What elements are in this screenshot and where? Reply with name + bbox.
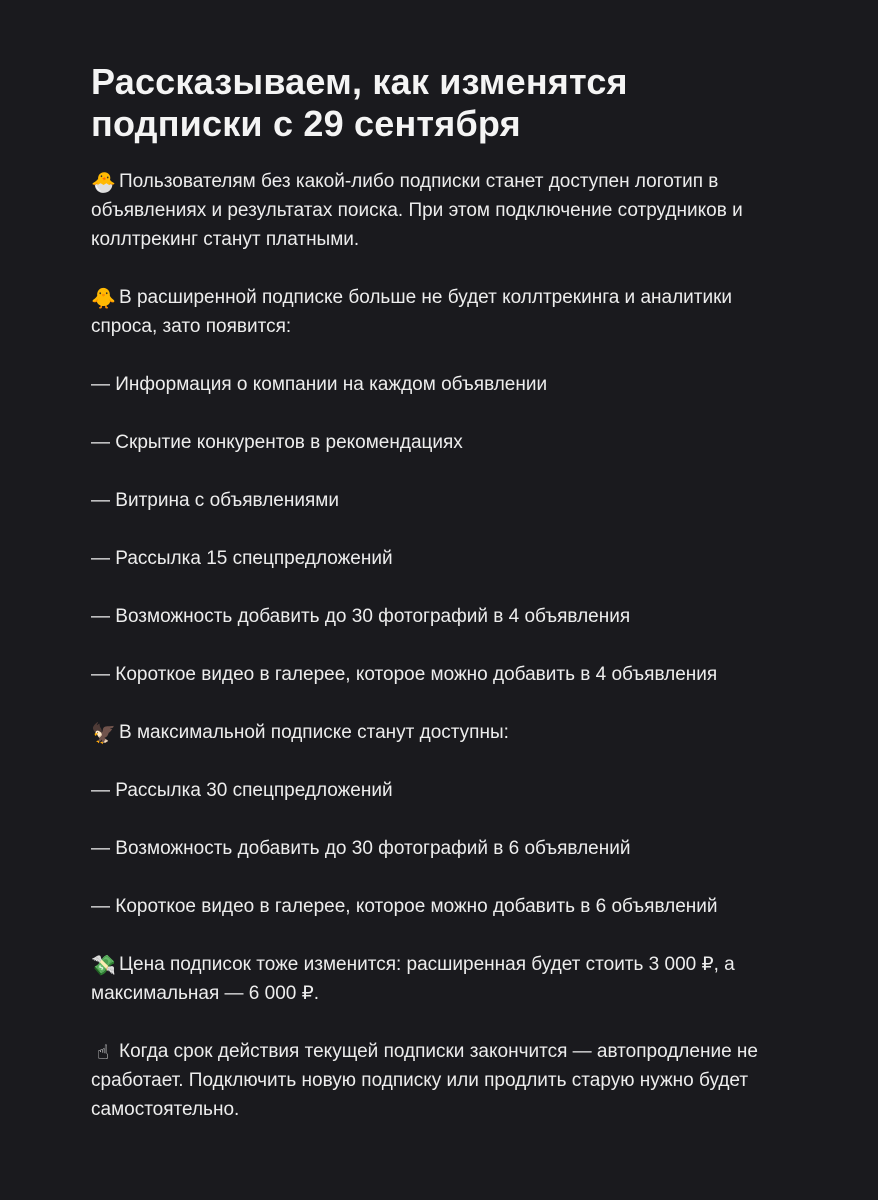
renewal-paragraph [91,1037,791,1124]
article-title: Рассказываем, как изменятся подписки с 29 сентября [91,61,628,144]
free-subscription-text: Пользователям без какой-либо подписки станет доступен логотип в объявлениях и результатах поиска. При этом подключение сотрудников и коллтрекинг станут платными. [91,171,743,250]
price-text: Цена подписок тоже изменится: расширенная будет стоить 3 000 ₽, а максимальная — 6 000 ₽. [91,954,735,1004]
free-subscription-paragraph [91,167,791,254]
price-paragraph [91,950,791,1008]
extended-subscription-text: В расширенной подписке больше не будет коллтрекинга и аналитики спроса, зато появится: [91,287,733,337]
article [91,61,791,1124]
list-item: — Рассылка 15 спецпредложений [91,548,393,569]
list-item: — Витрина с объявлениями [91,490,339,511]
extended-subscription-paragraph [91,283,791,341]
maximum-subscription-paragraph [91,718,791,747]
list-item: — Возможность добавить до 30 фотографий в 6 объявлений [91,838,631,859]
money-icon: 💸 [91,953,116,977]
bird-icon: 🦅 [91,721,116,745]
list-item: — Возможность добавить до 30 фотографий в 4 объявления [91,606,631,627]
renewal-text: Когда срок действия текущей подписки закончится — автопродление не сработает. Подключить новую подписку или продлить старую нужно будет самостоятельно. [91,1041,758,1120]
baby-chick-icon: 🐥 [91,286,116,310]
maximum-subscription-text: В максимальной подписке станут доступны: [119,722,509,743]
hatching-chick-icon: 🐣 [91,170,116,194]
point-up-icon: ☝ [96,1040,110,1064]
list-item: — Скрытие конкурентов в рекомендациях [91,432,463,453]
list-item: — Короткое видео в галерее, которое можно добавить в 4 объявления [91,664,718,685]
list-item: — Рассылка 30 спецпредложений [91,780,393,801]
list-item: — Короткое видео в галерее, которое можно добавить в 6 объявлений [91,896,718,917]
list-item: — Информация о компании на каждом объявлении [91,374,548,395]
